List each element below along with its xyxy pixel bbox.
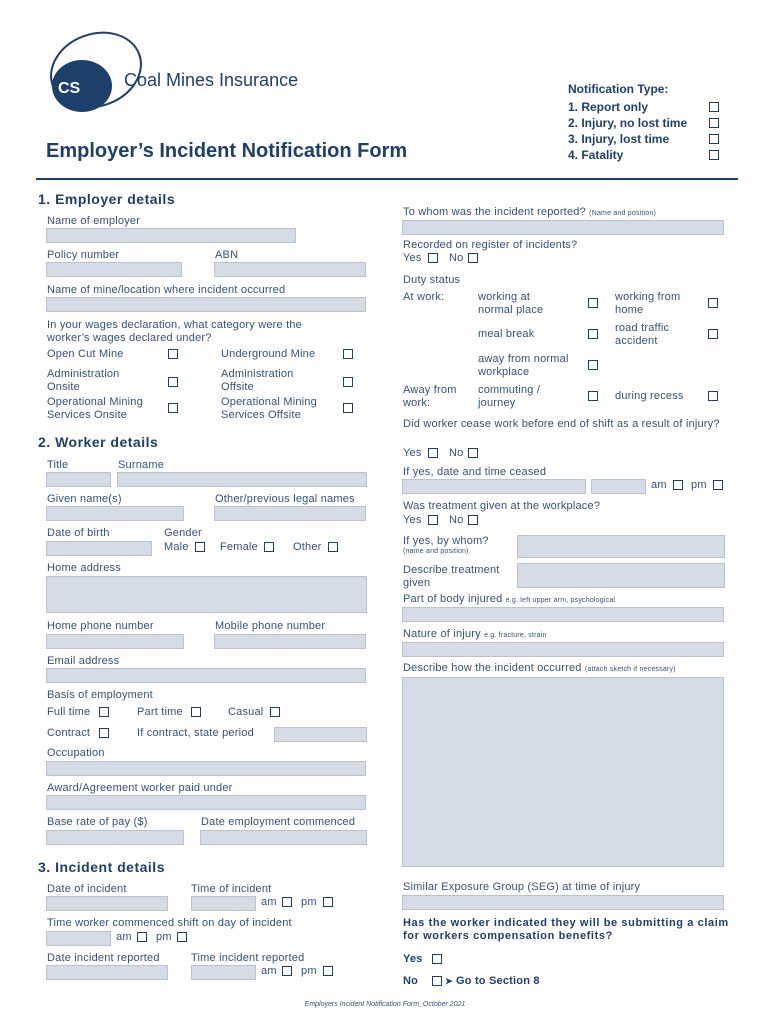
basis-label: Basis of employment (47, 689, 153, 701)
reported-pm-checkbox[interactable] (323, 966, 333, 976)
male-label: Male (164, 541, 189, 553)
at-work-label: At work: (403, 291, 445, 303)
home-phone-field[interactable] (46, 634, 184, 649)
incident-pm-label: pm (301, 896, 317, 908)
away-normal-label: away from normal workplace (478, 353, 569, 378)
describe-how-label (403, 662, 676, 674)
reported-pm-label: pm (301, 965, 317, 977)
ceased-am-label: am (651, 479, 667, 491)
working-home-label: working from home (615, 291, 681, 316)
treatment-yes-label: Yes (403, 514, 422, 526)
admin-offsite-checkbox[interactable] (343, 377, 353, 387)
award-field[interactable] (46, 795, 366, 810)
male-checkbox[interactable] (195, 542, 205, 552)
surname-field[interactable] (117, 472, 367, 487)
contract-label: Contract (47, 727, 91, 739)
goto-section-8 (445, 975, 540, 987)
notification-type-3: 3. Injury, lost time (568, 132, 670, 146)
shift-pm-label: pm (156, 931, 172, 943)
admin-onsite-checkbox[interactable] (168, 377, 178, 387)
describe-how-note: (attach sketch if necessary) (584, 666, 676, 673)
incident-am-label: am (261, 896, 277, 908)
name-of-employer-label: Name of employer (47, 215, 141, 227)
shift-pm-checkbox[interactable] (177, 932, 187, 942)
body-part-note: e.g. left upper arm, psychological (505, 597, 616, 604)
date-reported-label: Date incident reported (47, 952, 160, 964)
other-names-label: Other/previous legal names (215, 493, 355, 505)
describe-how-text: Describe how the incident occurred (403, 662, 582, 674)
working-normal-checkbox[interactable] (588, 298, 598, 308)
email-field[interactable] (46, 668, 366, 683)
duty-status-label: Duty status (403, 274, 461, 286)
goto-text: Go to Section 8 (456, 975, 540, 987)
header-divider (36, 178, 738, 180)
policy-number-field[interactable] (46, 262, 182, 277)
treatment-question: Was treatment given at the workplace? (403, 500, 601, 512)
recess-checkbox[interactable] (708, 391, 718, 401)
meal-break-label: meal break (478, 328, 535, 340)
female-checkbox[interactable] (264, 542, 274, 552)
other-names-field[interactable] (214, 506, 366, 521)
date-of-incident-label: Date of incident (47, 883, 127, 895)
time-reported-field[interactable] (191, 965, 256, 980)
award-label: Award/Agreement worker paid under (47, 782, 233, 794)
ceased-pm-label: pm (691, 479, 707, 491)
describe-treatment-field[interactable] (517, 563, 725, 588)
recess-label: during recess (615, 390, 684, 402)
part-time-checkbox[interactable] (191, 707, 201, 717)
casual-label: Casual (228, 706, 264, 718)
ceased-pm-checkbox[interactable] (713, 480, 723, 490)
by-whom-field[interactable] (517, 535, 725, 558)
notification-type-4-checkbox[interactable] (709, 150, 719, 160)
logo-text: CS (58, 80, 81, 97)
ceased-time-field[interactable] (591, 479, 646, 494)
time-of-incident-label: Time of incident (191, 883, 272, 895)
section-3-title: 3. Incident details (38, 859, 165, 875)
title-field[interactable] (46, 472, 111, 487)
mine-location-label: Name of mine/location where incident occurred (47, 284, 286, 296)
date-reported-field[interactable] (46, 965, 168, 980)
open-cut-checkbox[interactable] (168, 349, 178, 359)
date-commenced-field[interactable] (200, 830, 367, 845)
cease-yes-checkbox[interactable] (428, 448, 438, 458)
base-rate-label: Base rate of pay ($) (47, 816, 148, 828)
contract-period-field[interactable] (274, 727, 367, 742)
body-part-text: Part of body injured (403, 593, 503, 605)
nature-note: e.g. fracture, strain (484, 632, 547, 639)
opmin-offsite-checkbox[interactable] (343, 403, 353, 413)
reported-am-checkbox[interactable] (282, 966, 292, 976)
register-yes-label: Yes (403, 252, 422, 264)
nature-text: Nature of injury (403, 628, 481, 640)
body-part-label (403, 593, 615, 605)
date-of-incident-field[interactable] (46, 896, 168, 911)
occupation-field[interactable] (46, 761, 366, 776)
road-traffic-label: road traffic accident (615, 322, 670, 347)
by-whom-label: If yes, by whom? (403, 535, 489, 547)
ceased-datetime-label: If yes, date and time ceased (403, 466, 547, 478)
treatment-no-checkbox[interactable] (468, 515, 478, 525)
other-gender-label: Other (293, 541, 322, 553)
full-time-label: Full time (47, 706, 91, 718)
wages-question: In your wages declaration, what category were the worker’s wages declared under? (47, 319, 302, 344)
describe-how-field[interactable] (402, 677, 724, 867)
away-from-work-label: Away from work: (403, 384, 457, 409)
commuting-label: commuting / journey (478, 384, 541, 409)
home-address-field[interactable] (46, 576, 367, 613)
by-whom-note: (name and position) (403, 548, 469, 555)
full-time-checkbox[interactable] (99, 707, 109, 717)
abn-label: ABN (215, 249, 239, 261)
date-commenced-label: Date employment commenced (201, 816, 356, 828)
away-normal-checkbox[interactable] (588, 360, 598, 370)
opmin-offsite-label: Operational Mining Services Offsite (221, 396, 317, 421)
admin-offsite-label: Administration Offsite (221, 368, 294, 393)
dob-field[interactable] (46, 541, 152, 556)
claim-no-checkbox[interactable] (432, 976, 442, 986)
mobile-phone-field[interactable] (214, 634, 366, 649)
footer: Employers Incident Notification Form_October 2021 (304, 1001, 466, 1008)
seg-field[interactable] (402, 895, 724, 910)
cease-yes-label: Yes (403, 447, 422, 459)
policy-number-label: Policy number (47, 249, 120, 261)
claim-question: Has the worker indicated they will be submitting a claim for workers compensation benefits? (403, 917, 729, 942)
casual-checkbox[interactable] (270, 707, 280, 717)
arrow-icon: ➤ (445, 976, 453, 986)
occupation-label: Occupation (47, 747, 105, 759)
time-reported-label: Time incident reported (191, 952, 305, 964)
admin-onsite-label: Administration Onsite (47, 368, 120, 393)
notification-type-1: 1. Report only (568, 100, 649, 114)
reported-am-label: am (261, 965, 277, 977)
given-names-label: Given name(s) (47, 493, 122, 505)
cease-question: Did worker cease work before end of shift as a result of injury? (403, 418, 720, 430)
nature-label (403, 628, 547, 640)
register-no-checkbox[interactable] (468, 253, 478, 263)
notification-type-title: Notification Type: (568, 82, 669, 96)
working-home-checkbox[interactable] (708, 298, 718, 308)
reported-to-text: To whom was the incident reported? (403, 206, 586, 218)
time-of-incident-field[interactable] (191, 896, 256, 911)
claim-yes-label: Yes (403, 953, 423, 965)
reported-to-note: (Name and position) (589, 210, 657, 217)
open-cut-label: Open Cut Mine (47, 348, 124, 360)
reported-to-field[interactable] (402, 220, 724, 235)
commuting-checkbox[interactable] (588, 391, 598, 401)
name-of-employer-field[interactable] (46, 228, 296, 243)
treatment-yes-checkbox[interactable] (428, 515, 438, 525)
home-phone-label: Home phone number (47, 620, 154, 632)
mobile-phone-label: Mobile phone number (215, 620, 326, 632)
part-time-label: Part time (137, 706, 183, 718)
abn-field[interactable] (214, 262, 366, 277)
shift-commenced-field[interactable] (46, 931, 111, 946)
base-rate-field[interactable] (46, 830, 184, 845)
other-gender-checkbox[interactable] (328, 542, 338, 552)
underground-label: Underground Mine (221, 348, 316, 360)
given-names-field[interactable] (46, 506, 184, 521)
form-title: Employer’s Incident Notification Form (46, 140, 408, 162)
treatment-no-label: No (449, 514, 464, 526)
cease-no-label: No (449, 447, 464, 459)
female-label: Female (220, 541, 258, 553)
opmin-onsite-label: Operational Mining Services Onsite (47, 396, 143, 421)
shift-commenced-label: Time worker commenced shift on day of incident (47, 917, 292, 929)
claim-no-label: No (403, 975, 419, 987)
reported-to-label (403, 206, 656, 218)
dob-label: Date of birth (47, 527, 110, 539)
register-question: Recorded on register of incidents? (403, 239, 578, 251)
register-yes-checkbox[interactable] (428, 253, 438, 263)
contract-period-label: If contract, state period (137, 727, 254, 739)
claim-yes-checkbox[interactable] (432, 954, 442, 964)
notification-type-3-checkbox[interactable] (709, 134, 719, 144)
ceased-am-checkbox[interactable] (673, 480, 683, 490)
meal-break-checkbox[interactable] (588, 329, 598, 339)
shift-am-checkbox[interactable] (137, 932, 147, 942)
brand-name: Coal Mines Insurance (124, 70, 299, 90)
notification-type-1-checkbox[interactable] (709, 102, 719, 112)
section-1-title: 1. Employer details (38, 191, 176, 207)
register-no-label: No (449, 252, 464, 264)
road-traffic-checkbox[interactable] (708, 329, 718, 339)
mine-location-field[interactable] (46, 297, 366, 312)
underground-checkbox[interactable] (343, 349, 353, 359)
working-normal-label: working at normal place (478, 291, 544, 316)
notification-type-2: 2. Injury, no lost time (568, 116, 688, 130)
incident-am-checkbox[interactable] (282, 897, 292, 907)
notification-type-4: 4. Fatality (568, 148, 624, 162)
notification-type-2-checkbox[interactable] (709, 118, 719, 128)
gender-label: Gender (164, 527, 202, 539)
surname-label: Surname (118, 459, 165, 471)
cease-no-checkbox[interactable] (468, 448, 478, 458)
body-part-field[interactable] (402, 607, 724, 622)
incident-pm-checkbox[interactable] (323, 897, 333, 907)
home-address-label: Home address (47, 562, 121, 574)
opmin-onsite-checkbox[interactable] (168, 403, 178, 413)
section-2-title: 2. Worker details (38, 434, 159, 450)
shift-am-label: am (116, 931, 132, 943)
ceased-date-field[interactable] (402, 479, 586, 494)
seg-label: Similar Exposure Group (SEG) at time of injury (403, 881, 641, 893)
title-label: Title (47, 459, 69, 471)
describe-treatment-label: Describe treatment given (403, 564, 500, 589)
contract-checkbox[interactable] (99, 728, 109, 738)
email-label: Email address (47, 655, 120, 667)
nature-field[interactable] (402, 642, 724, 657)
